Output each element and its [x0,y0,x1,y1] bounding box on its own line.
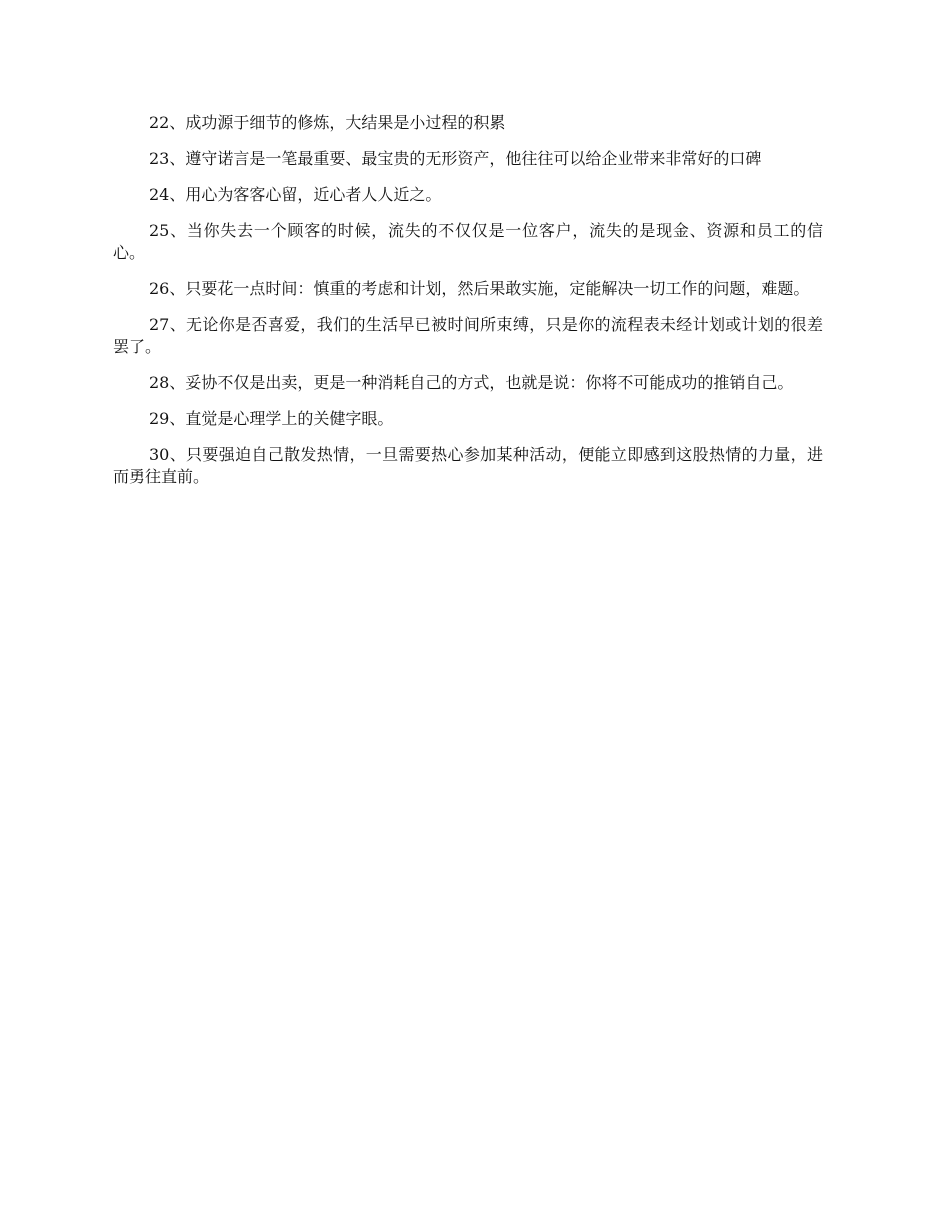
paragraph-29: 29、直觉是心理学上的关健字眼。 [149,409,394,428]
paragraph-22: 22、成功源于细节的修炼，大结果是小过程的积累 [149,113,506,132]
paragraph-24: 24、用心为客客心留，近心者人人近之。 [149,185,442,204]
paragraph-30: 30、只要强迫自己散发热情，一旦需要热心参加某种活动，便能立即感到这股热情的力量，进而勇往直前。 [113,445,823,486]
document-body [113,112,823,502]
paragraph-23: 23、遵守诺言是一笔最重要、最宝贵的无形资产，他往往可以给企业带来非常好的口碑 [149,149,762,168]
paragraph-26: 26、只要花一点时间：慎重的考虑和计划，然后果敢实施，定能解决一切工作的问题，难题。 [149,279,810,298]
paragraph-28: 28、妥协不仅是出卖，更是一种消耗自己的方式，也就是说：你将不可能成功的推销自己。 [149,373,794,392]
paragraph-25: 25、当你失去一个顾客的时候，流失的不仅仅是一位客户，流失的是现金、资源和员工的信心。 [113,221,823,262]
paragraph-27: 27、无论你是否喜爱，我们的生活早已被时间所束缚，只是你的流程表未经计划或计划的很差罢了。 [113,315,823,356]
